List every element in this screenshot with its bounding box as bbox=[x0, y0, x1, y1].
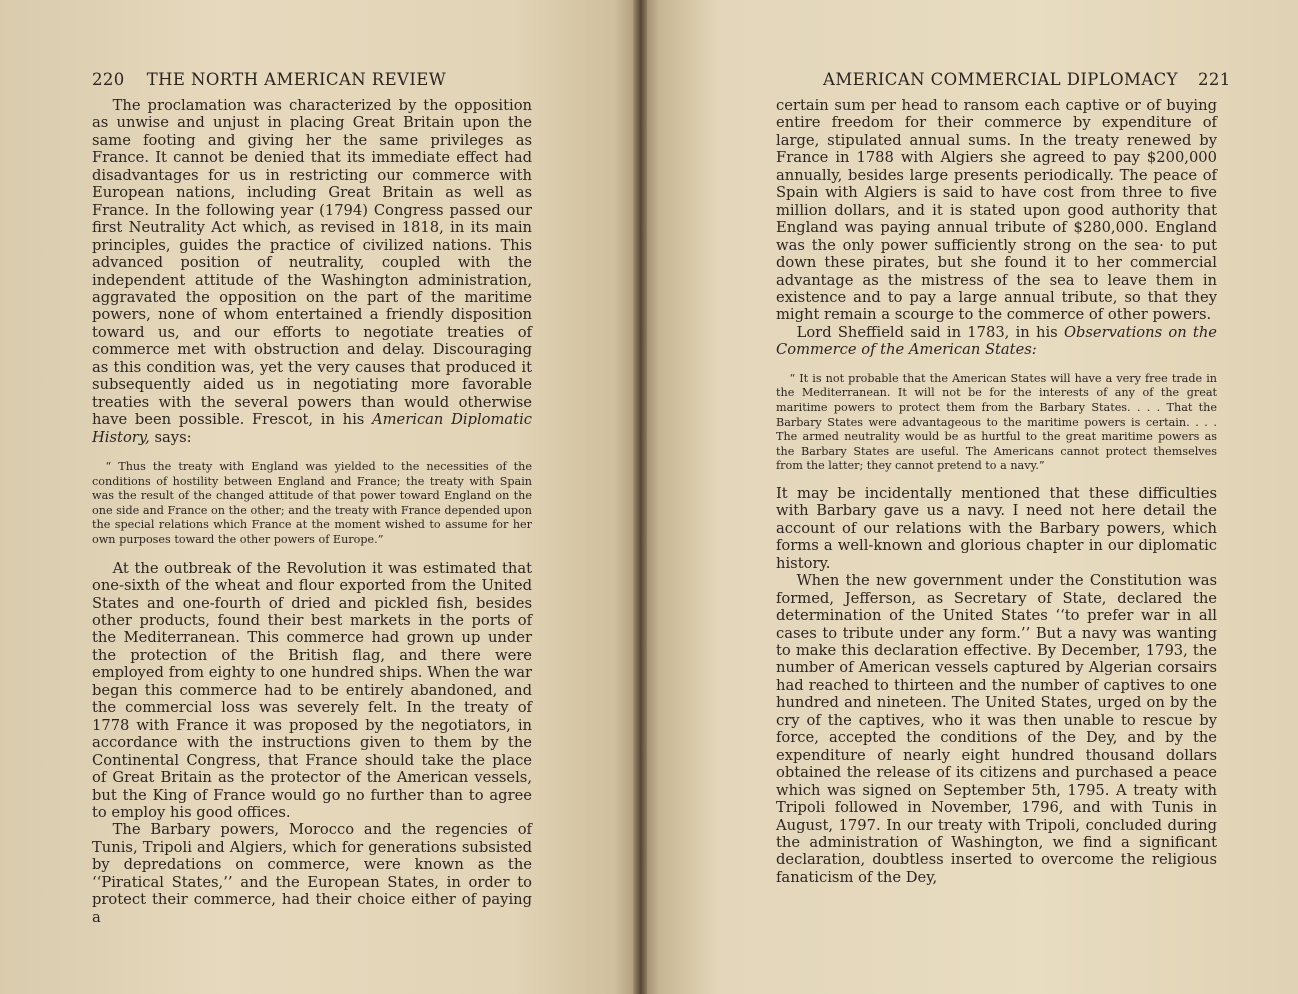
right-block-quote: “ It is not probable that the American States will have a very free trade in the Mediterranean. It will not be for the interests of any of the great maritime powers to protect them from the Barbary States. . . . That the Barbary States were advantageous to the maritime powers is certain. . . . The armed neutrality would be as hurtful to the great maritime powers as the Barbary States are useful. The Americans cannot protect themselves from the latter; they cannot pretend to a navy.” bbox=[776, 371, 1217, 473]
left-paragraph-1 bbox=[92, 97, 532, 446]
left-paragraph-1-text: The proclamation was characterized by the opposition as unwise and unjust in placing Great Britain upon the same footing and giving her the same privileges as France. It cannot be denied that its immediate effect had disadvantages for us in restricting our commerce with European nations, including Great Britain as well as France. In the following year (1794) Congress passed our first Neutrality Act which, as revised in 1818, in its main principles, guides the practice of civilized nations. This advanced position of neutrality, coupled with the independent attitude of the Washington administration, aggravated the opposition on the part of the maritime powers, none of whom entertained a friendly disposition toward us, and our efforts to negotiate treaties of commerce met with obstruction and delay. Discouraging as this condition was, yet the very causes that produced it subsequently aided us in negotiating more favorable treaties with the several powers than would otherwise have been possible. Frescot, in his bbox=[92, 97, 532, 429]
margin-tick bbox=[644, 120, 646, 130]
book-title-reference: American Diplomatic History, bbox=[92, 411, 532, 446]
left-page-number: 220 bbox=[92, 70, 125, 89]
left-page-body bbox=[92, 97, 532, 926]
book-title-reference-2: Observations on the Commerce of the American States: bbox=[776, 323, 1217, 359]
right-running-title: AMERICAN COMMERCIAL DIPLOMACY bbox=[823, 70, 1178, 89]
left-running-title: THE NORTH AMERICAN REVIEW bbox=[146, 70, 447, 89]
margin-tick bbox=[644, 535, 646, 545]
left-paragraph-2: At the outbreak of the Revolution it was estimated that one-sixth of the wheat and flour exported from the United States and one-fourth of dried and pickled fish, besides other products, found their best markets in the ports of the Mediterranean. This commerce had grown up under the protection of the British flag, and there were employed from eighty to one hundred ships. When the war began this commerce had to be entirely abandoned, and the commercial loss was severely felt. In the treaty of 1778 with France it was proposed by the negotiators, in accordance with the instructions given to them by the Continental Congress, that France should take the place of Great Britain as the protector of the American vessels, but the King of France would go no further than to agree to employ his good offices. bbox=[92, 559, 532, 821]
right-paragraph-4: When the new government under the Constitution was formed, Jefferson, as Secretary of State, declared the determination of the United States ‘‘to prefer war in all cases to tribute under any form.’’ But a navy was wanting to make this declaration effective. By December, 1793, the number of American vessels captured by Algerian corsairs had reached to thirteen and the number of captives to one hundred and nineteen. The United States, urged on by the cry of the captives, who it was then unable to rescue by force, accepted the conditions of the Dey, and by the expenditure of nearly eight hundred thousand dollars obtained the release of its citizens and purchased a peace which was signed on September 5th, 1795. A treaty with Tripoli followed in November, 1796, and with Tunis in August, 1797. In our treaty with Tripoli, concluded during the administration of Washington, we find a significant declaration, doubtless inserted to overcome the religious fanaticism of the Dey, bbox=[776, 572, 1217, 886]
right-paragraph-2 bbox=[776, 324, 1217, 359]
right-paragraph-3: It may be incidentally mentioned that these difficulties with Barbary gave us a navy. I need not here detail the account of our relations with the Barbary powers, which forms a well-known and glorious chapter in our diplomatic history. bbox=[776, 484, 1217, 572]
left-running-head bbox=[92, 70, 532, 89]
right-paragraph-1: certain sum per head to ransom each captive or of buying entire freedom for their commerce by expenditure of large, stipulated annual sums. In the treaty renewed by France in 1788 with Algiers she agreed to pay $200,000 annually, besides large presents periodically. The peace of Spain with Algiers is said to have cost from three to five million dollars, and it is stated upon good authority that England was paying annual tribute of $280,000. England was the only power sufficiently strong on the sea· to put down these pirates, but she found it to her commercial advantage as the mistress of the sea to leave them in existence and to pay a large annual tribute, so that they might remain a scourge to the commerce of other powers. bbox=[776, 97, 1217, 324]
margin-tick bbox=[644, 432, 646, 442]
right-running-head bbox=[823, 70, 1231, 89]
right-page bbox=[640, 0, 1298, 994]
right-page-body bbox=[776, 97, 1217, 886]
margin-tick bbox=[644, 330, 646, 340]
margin-tick bbox=[644, 850, 646, 860]
right-page-number: 221 bbox=[1197, 70, 1231, 89]
margin-tick bbox=[644, 745, 646, 755]
right-paragraph-2-text: Lord Sheffield said in 1783, in his bbox=[796, 323, 1064, 341]
left-page bbox=[0, 0, 640, 994]
left-paragraph-1-end: says: bbox=[149, 428, 192, 446]
margin-tick bbox=[644, 640, 646, 650]
left-paragraph-3: The Barbary powers, Morocco and the regencies of Tunis, Tripoli and Algiers, which for generations subsisted by depredations on commerce, were known as the ‘‘Piratical States,’’ and the European States, in order to protect their commerce, had their choice either of paying a bbox=[92, 821, 532, 926]
left-block-quote: “ Thus the treaty with England was yielded to the necessities of the conditions of hostility between England and France; the treaty with Spain was the result of the changed attitude of that power toward England on the one side and France on the other; and the treaty with France depended upon the special relations which France at the moment wished to assume for her own purposes toward the other powers of Europe.” bbox=[92, 460, 532, 547]
book-gutter bbox=[633, 0, 647, 994]
margin-tick bbox=[644, 225, 646, 235]
